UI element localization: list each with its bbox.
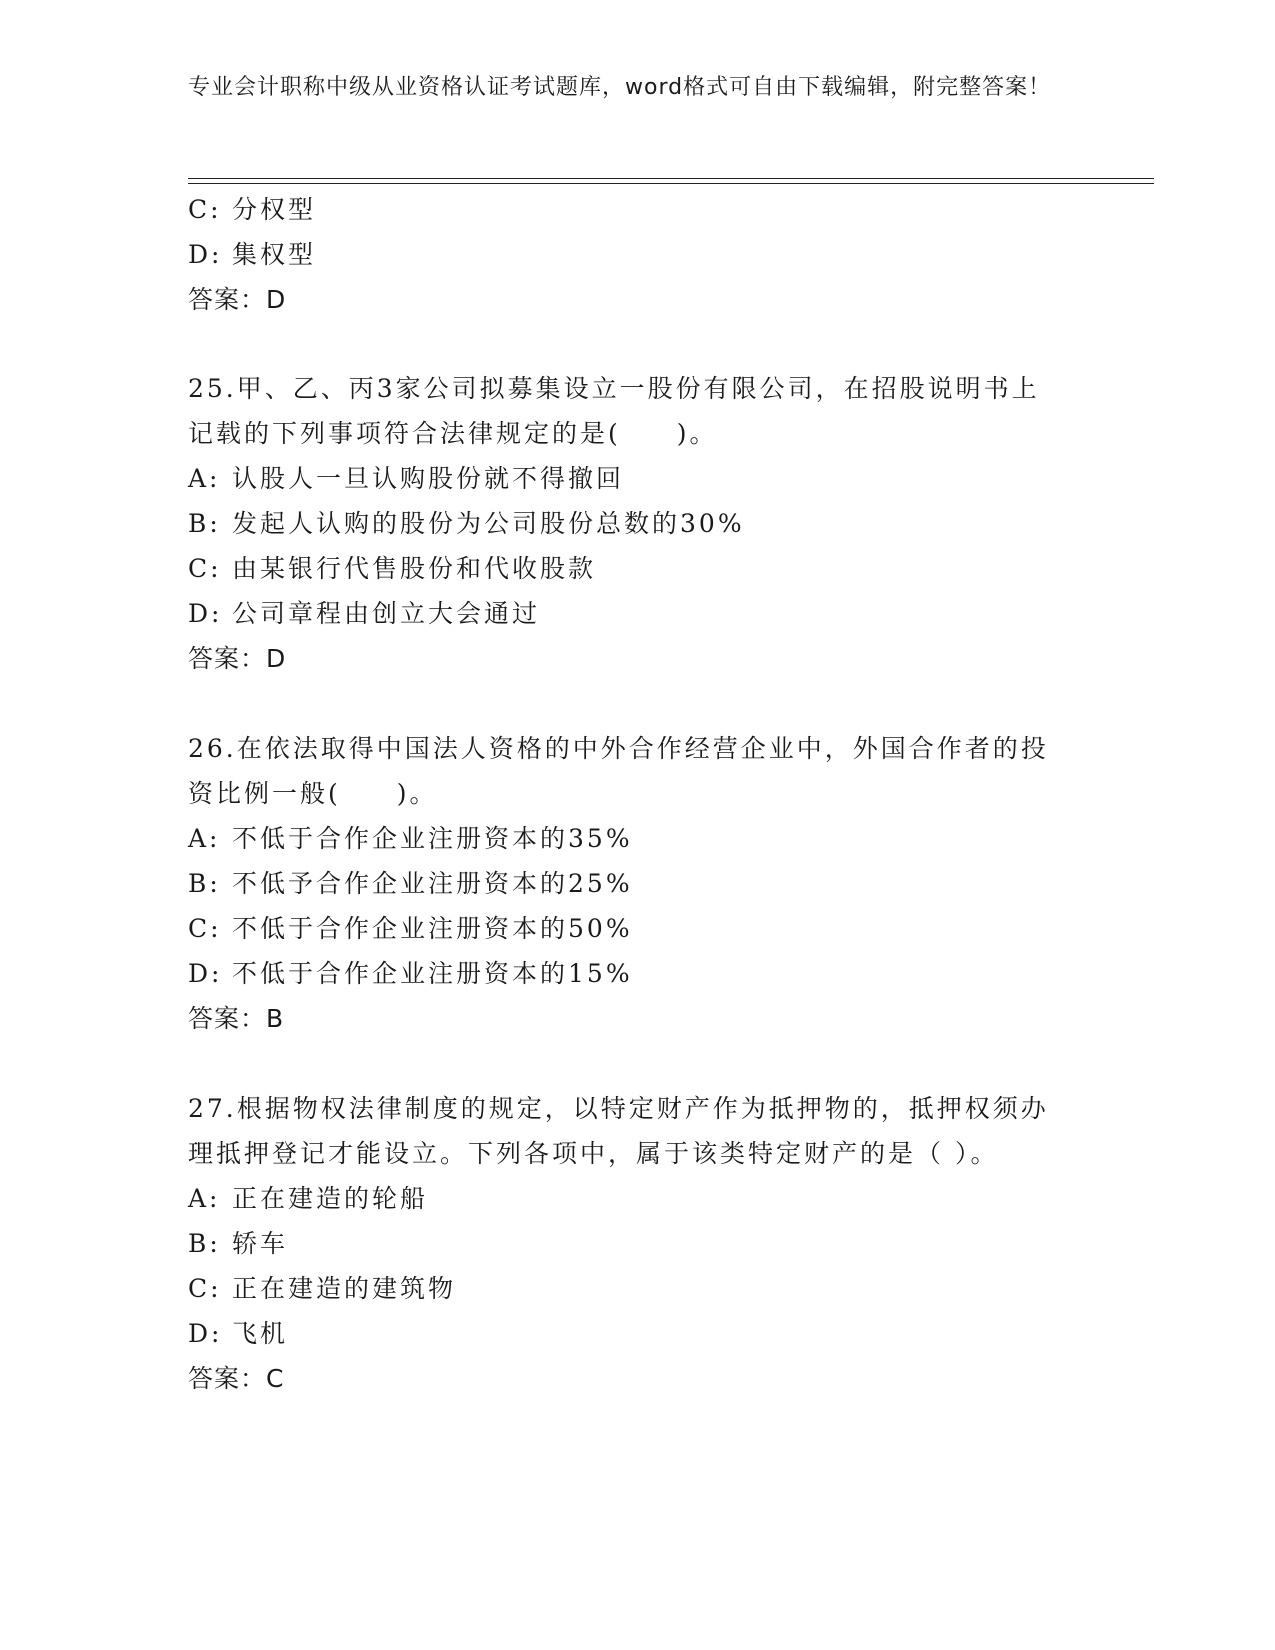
option-text: 轿车 bbox=[232, 1229, 289, 1258]
option-text: 不低予合作企业注册资本的25% bbox=[232, 869, 633, 898]
header-divider-top bbox=[188, 178, 1154, 179]
option-text: 认股人一旦认购股份就不得撤回 bbox=[232, 464, 625, 493]
option-key: D: bbox=[188, 1319, 223, 1348]
option-a bbox=[188, 463, 624, 495]
option-key: D: bbox=[188, 599, 223, 628]
option-text: 飞机 bbox=[232, 1319, 289, 1348]
option-d bbox=[188, 958, 633, 990]
question-stem: 记载的下列事项符合法律规定的是( )。 bbox=[188, 419, 718, 448]
option-c bbox=[188, 553, 596, 585]
answer-line: 答案：D bbox=[188, 285, 287, 314]
option-text: 分权型 bbox=[232, 195, 317, 224]
option-d bbox=[188, 239, 316, 271]
option-b bbox=[188, 508, 745, 540]
question-stem: 25.甲、乙、丙3家公司拟募集设立一股份有限公司，在招股说明书上 bbox=[188, 374, 1040, 403]
option-b bbox=[188, 1228, 288, 1260]
option-key: C: bbox=[188, 195, 222, 224]
option-c bbox=[188, 194, 316, 226]
option-key: A: bbox=[188, 824, 221, 853]
answer-line: 答案：D bbox=[188, 644, 287, 673]
answer-line: 答案：C bbox=[188, 1364, 285, 1393]
option-text: 不低于合作企业注册资本的15% bbox=[232, 959, 633, 988]
option-key: D: bbox=[188, 959, 223, 988]
option-key: A: bbox=[188, 1184, 221, 1213]
header-divider-bottom bbox=[188, 183, 1154, 184]
option-key: B: bbox=[188, 509, 221, 538]
option-key: C: bbox=[188, 554, 222, 583]
question-stem: 26.在依法取得中国法人资格的中外合作经营企业中，外国合作者的投 bbox=[188, 734, 1049, 763]
option-text: 集权型 bbox=[232, 240, 317, 269]
option-d bbox=[188, 1318, 288, 1350]
option-text: 正在建造的轮船 bbox=[232, 1184, 429, 1213]
question-stem: 资比例一般( )。 bbox=[188, 779, 438, 808]
option-d bbox=[188, 598, 540, 630]
option-a bbox=[188, 823, 633, 855]
option-key: C: bbox=[188, 914, 222, 943]
page-header: 专业会计职称中级从业资格认证考试题库，word格式可自由下载编辑，附完整答案！ bbox=[188, 75, 1052, 100]
option-key: B: bbox=[188, 869, 221, 898]
option-key: C: bbox=[188, 1274, 222, 1303]
option-text: 发起人认购的股份为公司股份总数的30% bbox=[232, 509, 745, 538]
option-text: 正在建造的建筑物 bbox=[232, 1274, 457, 1303]
option-key: B: bbox=[188, 1229, 221, 1258]
option-a bbox=[188, 1183, 428, 1215]
question-stem: 27.根据物权法律制度的规定，以特定财产作为抵押物的，抵押权须办 bbox=[188, 1094, 1049, 1123]
option-text: 由某银行代售股份和代收股款 bbox=[232, 554, 597, 583]
option-b bbox=[188, 868, 633, 900]
answer-line: 答案：B bbox=[188, 1004, 285, 1033]
option-c bbox=[188, 913, 633, 945]
question-stem: 理抵押登记才能设立。下列各项中，属于该类特定财产的是（ ）。 bbox=[188, 1139, 999, 1168]
option-text: 不低于合作企业注册资本的50% bbox=[232, 914, 633, 943]
option-c bbox=[188, 1273, 456, 1305]
option-key: D: bbox=[188, 240, 223, 269]
option-text: 公司章程由创立大会通过 bbox=[232, 599, 541, 628]
option-key: A: bbox=[188, 464, 221, 493]
option-text: 不低于合作企业注册资本的35% bbox=[232, 824, 633, 853]
